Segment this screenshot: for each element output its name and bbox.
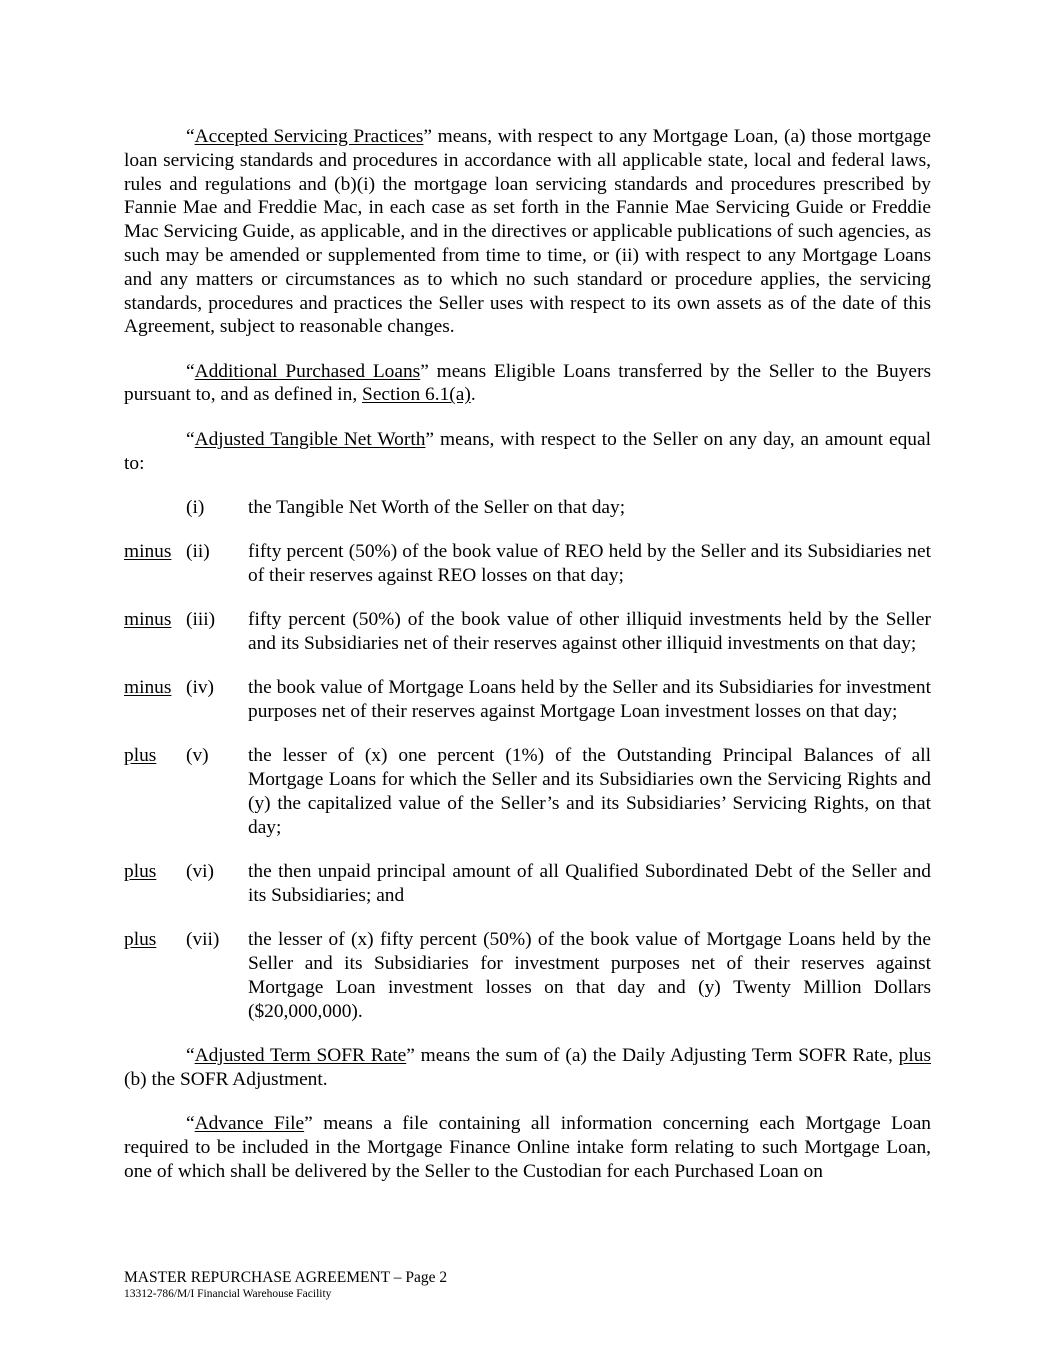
- list-number: (vi): [186, 861, 214, 883]
- defined-term: Additional Purchased Loans: [194, 360, 421, 382]
- list-operator: minus: [124, 541, 172, 563]
- list-number: (i): [186, 496, 205, 518]
- definition-accepted-servicing-practices: [124, 125, 931, 339]
- definition-text: ” means, with respect to any Mortgage Loan, (a) those mortgage loan servicing standards and procedures in accordance with all applicable state, local and federal laws, rules and regulations and (b)(i) the mortgage loan servicing standards and procedures prescribed by Fannie Mae and Freddie Mac, in each case as set forth in the Fannie Mae Servicing Guide or Freddie Mac Servicing Guide, as applicable, and in the directives or applicable publications of such agencies, as such may be amended or supplemented from time to time, or (ii) with respect to any Mortgage Loans and any matters or circumstances as to which no such standard or procedure applies, the servicing standards, procedures and practices the Seller uses with respect to its own assets as of the date of this Agreement, subject to reasonable changes.: [124, 126, 931, 338]
- list-number: (iii): [186, 609, 216, 631]
- open-quote: “: [186, 1044, 195, 1066]
- list-operator: minus: [124, 609, 172, 631]
- list-text: fifty percent (50%) of the book value of REO held by the Seller and its Subsidiaries net of their reserves against REO losses on that day;: [248, 541, 931, 586]
- footer-document-id: 13312-786/M/I Financial Warehouse Facility: [124, 1288, 332, 1300]
- footer-page-label: MASTER REPURCHASE AGREEMENT – Page 2: [124, 1269, 448, 1286]
- list-text: the lesser of (x) fifty percent (50%) of the book value of Mortgage Loans held by the Seller and its Subsidiaries for investment purposes net of their reserves against Mortgage Loan investment losses on that day and (y) Twenty Million Dollars ($20,000,000).: [248, 929, 931, 1022]
- list-item: [124, 676, 931, 724]
- list-item: [124, 744, 931, 839]
- list-operator: minus: [124, 677, 172, 699]
- document-body: [124, 125, 931, 1183]
- open-quote: “: [186, 126, 195, 147]
- list-text: the then unpaid principal amount of all Qualified Subordinated Debt of the Seller and its Subsidiaries; and: [248, 861, 931, 906]
- defined-term: Advance File: [194, 1113, 305, 1134]
- list-item: [124, 540, 931, 588]
- definition-advance-file: [124, 1112, 931, 1183]
- open-quote: “: [186, 428, 195, 450]
- list-number: (ii): [186, 541, 210, 563]
- list-text: the lesser of (x) one percent (1%) of the Outstanding Principal Balances of all Mortgage Loans for which the Seller and its Subsidiaries own the Servicing Rights and (y) the capitalized value of the Seller’s and its Subsidiaries’ Servicing Rights, on that day;: [248, 745, 931, 838]
- list-operator: plus: [124, 861, 157, 883]
- list-number: (vii): [186, 929, 220, 951]
- page-footer: [124, 1269, 447, 1301]
- definition-adjusted-term-sofr-rate: [124, 1044, 931, 1092]
- list-text: fifty percent (50%) of the book value of other illiquid investments held by the Seller and its Subsidiaries net of their reserves against other illiquid investments on that day;: [248, 609, 931, 655]
- plus-operator: plus: [898, 1044, 931, 1066]
- open-quote: “: [186, 360, 195, 382]
- definition-text: ” means a file containing all information concerning each Mortgage Loan required to be included in the Mortgage Finance Online intake form relating to such Mortgage Loan, one of which shall be delivered by the Seller to the Custodian for each Purchased Loan on: [124, 1113, 932, 1182]
- list-text: the Tangible Net Worth of the Seller on that day;: [248, 496, 626, 518]
- list-item: [124, 496, 931, 520]
- list-operator: plus: [124, 929, 157, 951]
- definition-end: .: [470, 384, 476, 406]
- list-item: [124, 928, 931, 1023]
- defined-term: Adjusted Tangible Net Worth: [194, 428, 426, 450]
- section-reference: Section 6.1(a): [362, 384, 471, 406]
- definition-text-continued: (b) the SOFR Adjustment.: [124, 1068, 328, 1090]
- definition-additional-purchased-loans: [124, 360, 931, 408]
- definition-text: ” means Eligible Loans transferred by the Seller to the Buyers pursuant to, and as defined in,: [124, 360, 932, 406]
- definition-adjusted-tangible-net-worth: [124, 428, 931, 476]
- list-number: (iv): [186, 677, 214, 699]
- list-item: [124, 860, 931, 908]
- list-item: [124, 608, 931, 656]
- list-operator: plus: [124, 745, 157, 767]
- list-text: the book value of Mortgage Loans held by the Seller and its Subsidiaries for investment purposes net of their reserves against Mortgage Loan investment losses on that day;: [248, 677, 931, 723]
- definition-text: ” means the sum of (a) the Daily Adjusting Term SOFR Rate,: [406, 1044, 899, 1066]
- defined-term: Accepted Servicing Practices: [194, 126, 424, 147]
- definition-text: ” means, with respect to the Seller on any day, an amount equal to:: [124, 428, 931, 474]
- open-quote: “: [186, 1113, 195, 1134]
- list-number: (v): [186, 745, 209, 767]
- defined-term: Adjusted Term SOFR Rate: [194, 1044, 407, 1066]
